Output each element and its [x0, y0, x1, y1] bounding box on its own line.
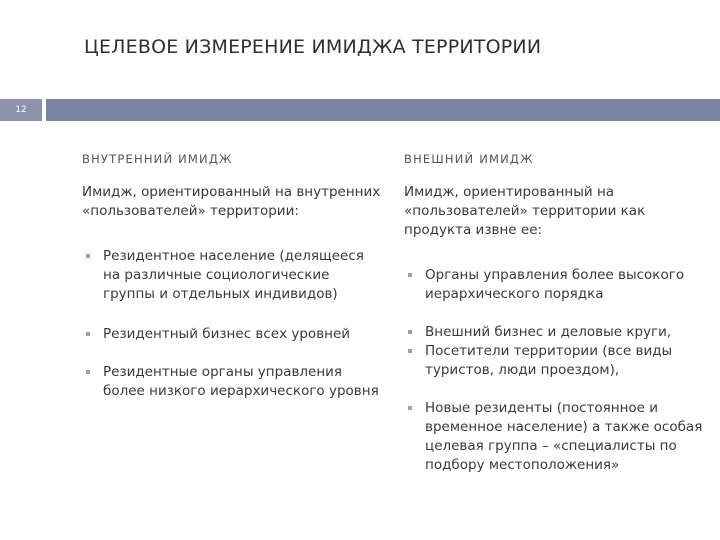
list-item — [82, 363, 382, 401]
list-item — [404, 342, 714, 380]
bullet-icon — [86, 370, 90, 374]
bullet-icon — [408, 406, 412, 410]
bullet-icon — [408, 330, 412, 334]
external-image-intro: Имидж, ориентированный на «пользователей» территории как продукта извне ее: — [404, 184, 646, 238]
header-bar — [46, 99, 720, 121]
internal-image-intro: Имидж, ориентированный на внутренних «пользователей» территории: — [82, 184, 381, 219]
list-item — [404, 266, 714, 304]
list-item-text: Новые резиденты (постоянное и временное население) а также особая целевая группа – «специалисты по подбору местоположения» — [425, 400, 703, 473]
list-item-text: Посетители территории (все виды туристов, люди проездом), — [425, 343, 673, 378]
slide-title: ЦЕЛЕВОЕ ИЗМЕРЕНИЕ ИМИДЖА ТЕРРИТОРИИ — [84, 36, 542, 58]
list-item — [82, 247, 382, 304]
list-item — [404, 399, 714, 475]
list-item-text: Органы управления более высокого иерархического порядка — [425, 267, 685, 302]
bullet-icon — [86, 254, 90, 258]
list-item — [82, 325, 382, 344]
bullet-icon — [408, 273, 412, 277]
external-image-heading: ВНЕШНИЙ ИМИДЖ — [404, 152, 534, 166]
list-item-text: Резидентные органы управления более низкого иерархического уровня — [103, 364, 379, 399]
internal-image-list — [82, 247, 382, 401]
list-item-text: Резидентный бизнес всех уровней — [103, 326, 351, 342]
list-item — [404, 323, 714, 342]
internal-image-heading: ВНУТРЕННИЙ ИМИДЖ — [82, 152, 233, 166]
list-item-text: Внешний бизнес и деловые круги, — [425, 324, 672, 340]
bullet-icon — [408, 349, 412, 353]
external-image-list — [404, 266, 714, 475]
bullet-icon — [86, 332, 90, 336]
slide-number: 12 — [0, 99, 42, 121]
internal-image-column — [82, 150, 382, 401]
external-image-column — [404, 150, 714, 475]
list-item-text: Резидентное население (делящееся на различные социологические группы и отдельных индивидов) — [103, 248, 364, 302]
